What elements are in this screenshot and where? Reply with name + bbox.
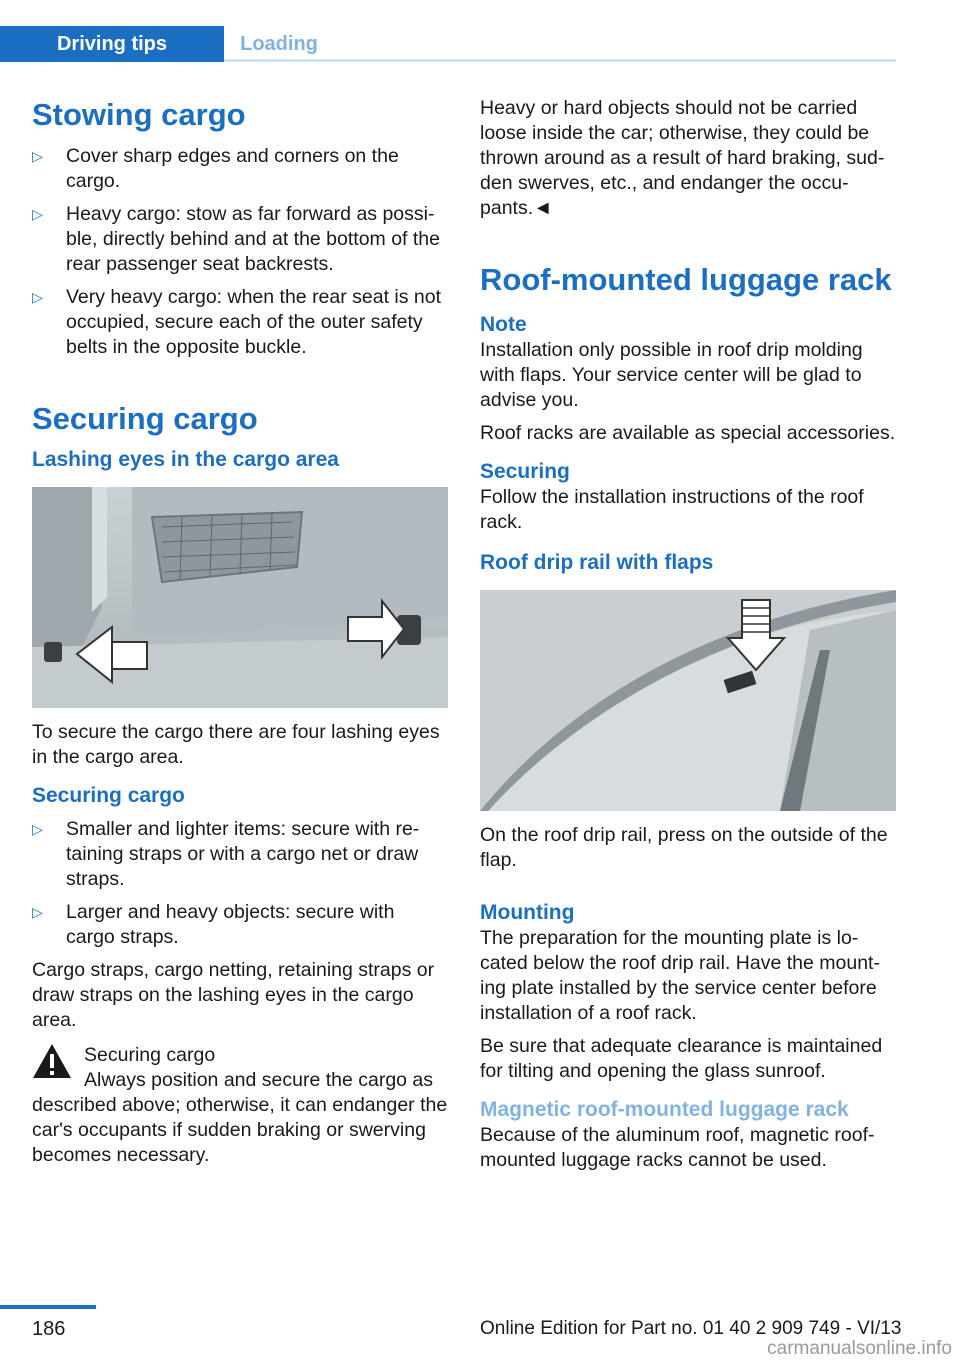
footer-accent-bar — [0, 1305, 96, 1309]
list-item: ▷ Cover sharp edges and corners on the cargo. — [32, 145, 399, 192]
lashing-eyes-figure — [32, 487, 448, 708]
right-column — [480, 96, 896, 1173]
triangle-right-icon: ▷ — [32, 904, 43, 920]
securing-subheading: Securing — [480, 460, 570, 483]
warning-text: Always position and secure the cargo as described above; otherwise, it can endanger the car's occupants if sudden braking or swerving becomes necessary. — [32, 1069, 448, 1166]
cargo-area-illustration — [32, 487, 448, 708]
securing-cargo-subheading: Securing cargo — [32, 784, 185, 807]
magnetic-rack-subheading: Magnetic roof-mounted luggage rack — [480, 1098, 849, 1121]
securing-cargo-heading: Securing cargo — [32, 401, 258, 436]
mounting-subheading: Mounting — [480, 901, 575, 924]
triangle-right-icon: ▷ — [32, 148, 43, 164]
roof-rail-illustration — [480, 590, 896, 811]
edition-label: Online Edition for Part no. 01 40 2 909 749 - VI/13 — [480, 1318, 902, 1339]
mounting-text-2: Be sure that adequate clearance is maintained for tilting and opening the glass sunroof. — [480, 1035, 883, 1082]
warning-triangle-icon — [32, 1043, 72, 1079]
warning-box — [32, 1043, 448, 1168]
note-text: Installation only possible in roof drip molding with flaps. Your service center will be glad to advise you. — [480, 339, 863, 411]
securing-list — [32, 817, 448, 950]
drip-rail-text: On the roof drip rail, press on the outside of the flap. — [480, 824, 888, 871]
triangle-right-icon: ▷ — [32, 206, 43, 222]
mounting-text-1: The preparation for the mounting plate is lo-cated below the roof drip rail. Have the mount-ing plate installed by the service center before installation of a roof rack. — [480, 927, 880, 1024]
note-subheading: Note — [480, 313, 527, 336]
list-item: ▷ Larger and heavy objects: secure with cargo straps. — [32, 901, 395, 948]
section-tab-loading: Loading — [240, 32, 318, 55]
lashing-eyes-description: To secure the cargo there are four lashing eyes in the cargo area. — [32, 721, 440, 768]
roof-drip-rail-figure — [480, 590, 896, 811]
magnetic-rack-text: Because of the aluminum roof, magnetic roof-mounted luggage racks cannot be used. — [480, 1124, 875, 1171]
stowing-cargo-heading: Stowing cargo — [32, 97, 246, 132]
accessories-text: Roof racks are available as special accessories. — [480, 422, 896, 444]
page-header — [0, 26, 896, 62]
heavy-objects-text: Heavy or hard objects should not be carried loose inside the car; otherwise, they could be thrown around as a result of hard braking, sud-den swerves, etc., and endanger the occu-pants.◄ — [480, 97, 885, 219]
roof-rack-heading: Roof-mounted luggage rack — [480, 262, 892, 297]
drip-rail-subheading: Roof drip rail with flaps — [480, 551, 714, 574]
list-item: ▷ Very heavy cargo: when the rear seat is not occupied, secure each of the outer safety belts in the opposite buckle. — [32, 286, 442, 358]
straps-description: Cargo straps, cargo netting, retaining straps or draw straps on the lashing eyes in the cargo area. — [32, 959, 435, 1031]
lashing-eyes-subheading: Lashing eyes in the cargo area — [32, 448, 339, 471]
watermark[interactable]: carmanualsonline.info — [767, 1338, 952, 1359]
triangle-right-icon: ▷ — [32, 289, 43, 305]
warning-title: Securing cargo — [84, 1044, 216, 1066]
list-item: ▷ Smaller and lighter items: secure with re-taining straps or with a cargo net or draw straps. — [32, 818, 420, 890]
list-item: ▷ Heavy cargo: stow as far forward as possi-ble, directly behind and at the bottom of the rear passenger seat backrests. — [32, 203, 440, 275]
header-divider — [224, 59, 896, 62]
stowing-list — [32, 144, 448, 360]
section-tab-driving-tips: Driving tips — [0, 26, 224, 62]
securing-text: Follow the installation instructions of the roof rack. — [480, 486, 864, 533]
left-column — [32, 96, 448, 1168]
page-number: 186 — [32, 1318, 66, 1340]
triangle-right-icon: ▷ — [32, 821, 43, 837]
